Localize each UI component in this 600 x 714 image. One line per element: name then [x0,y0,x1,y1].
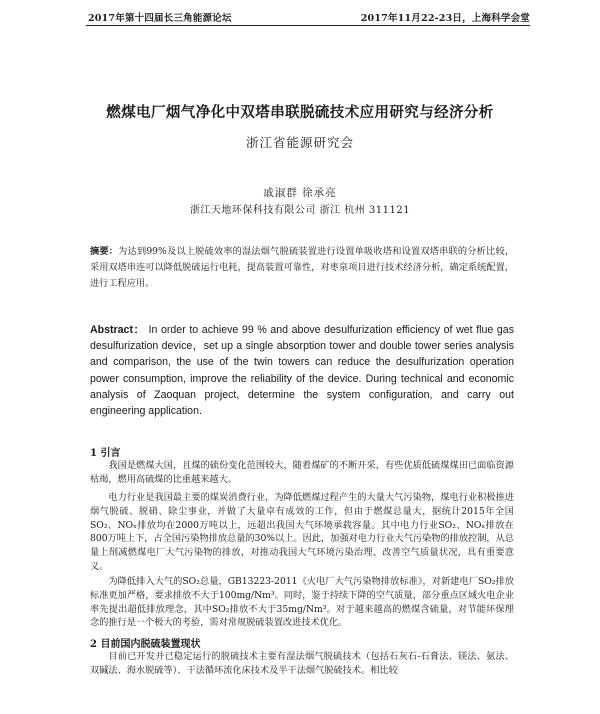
header-date-venue: 2017年11月22-23日，上海科学会堂 [360,13,530,24]
body-paragraph: 我国是燃煤大国，且煤的硫份变化范围较大，随着煤矿的不断开采，有些优质低硫煤煤田已面临资源枯竭，燃用高硫煤的比重越来越大。 [90,460,514,485]
abstract-chinese [90,244,514,292]
body-paragraph: 目前已开发并已稳定运行的脱硫技术主要有湿法烟气脱硫技术（包括石灰石-石膏法、镁法、氨法、双碱法、海水脱硫等）、干法循环流化床技术及半干法烟气脱硫技术。相比较 [90,651,514,676]
abstract-english-label: Abstract： [90,324,145,336]
paper-title: 燃煤电厂烟气净化中双塔串联脱硫技术应用研究与经济分析 [106,104,494,121]
section-heading-introduction: 1 引言 [90,448,121,459]
abstract-english [90,322,514,419]
header-rule [86,25,530,26]
body-paragraph: 电力行业是我国最主要的煤炭消费行业，为降低燃煤过程产生的大量大气污染物，煤电行业积极推进烟气脱硫、脱硝、除尘事业，并做了大量卓有成效的工作，但由于燃煤总量大，据统计2015年全国SO₂、NOₓ排放均在2000万吨以上，远超出我国大气环境承载容量。其中电力行业SO₂、NOₓ排放在800万吨上下，占全国污染物排放总量的30%以上。因此，加强对电力行业大气污染物的排放控制，从总量上削减燃煤电厂大气污染物的排放，对推动我国大气环境污染治理、改善空气质量状况，具有重要意义。 [90,492,514,572]
institute-name: 浙江省能源研究会 [245,135,354,150]
author-affiliation: 浙江天地环保科技有限公司 浙江 杭州 311121 [189,205,411,216]
abstract-english-text: In order to achieve 99 % and above desulfurization efficiency of wet flue gas desulfurization device，set up a single absorption tower and double tower series analysis and comparison, the use of the twin towers can reduce the desulfurization operation power consumption, improve the reliability of the device. During technical and economic analysis of Zaoquan project, determine the system configuration, and carry out engineering application. [90,324,514,418]
author-list: 戚淑群 徐承亮 [263,187,337,199]
abstract-chinese-text: 为达到99%及以上脱硫效率的湿法烟气脱硫装置进行设置单吸收塔和设置双塔串联的分析比较，采用双塔串连可以降低脱硫运行电耗，提高装置可靠性，对枣泉项目进行技术经济分析，确定系统配置，进行工程应用。 [90,246,515,289]
body-paragraph: 为降低排入大气的SO₂总量，GB13223-2011《火电厂大气污染物排放标准》，对新建电厂SO₂排放标准更加严格，要求排放不大于100mg/Nm³。同时，鉴于持续下降的空气质量，部分重点区域火电企业率先提出超低排放理念，其中SO₂排放不大于35mg/Nm³。对于越来越高的燃煤含硫量，对节能环保理念的推行是一个极大的考验，需对常规脱硫装置改进技术优化。 [90,576,514,629]
abstract-chinese-label: 摘要： [90,246,119,257]
header-conference: 2017年第十四届长三角能源论坛 [88,13,232,24]
section-heading-status: 2 目前国内脱硫装置现状 [90,639,201,650]
